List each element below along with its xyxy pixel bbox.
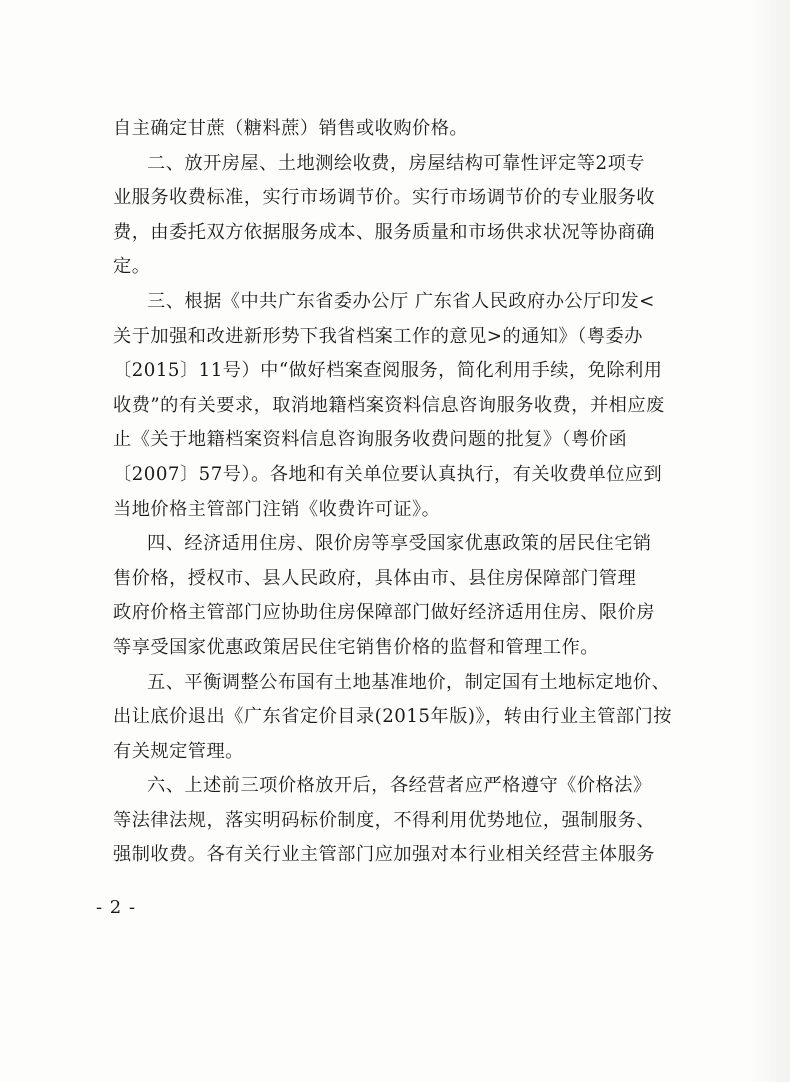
- body-line: 自主确定甘蔗（糖料蔗）销售或收购价格。: [113, 118, 469, 139]
- document-body: [113, 112, 673, 873]
- body-line: 等法律法规，落实明码标价制度，不得利用优势地位，强制服务、: [113, 809, 655, 831]
- body-line: 售价格，授权市、县人民政府，具体由市、县住房保障部门管理: [113, 567, 637, 589]
- body-line: 定。: [113, 256, 151, 278]
- body-line: 出让底价退出《广东省定价目录(2015年版)》，转由行业主管部门按: [113, 706, 672, 728]
- body-line: 六、上述前三项价格放开后，各经营者应严格遵守《价格法》: [147, 775, 652, 797]
- body-line: 〔2007〕57号）。各地和有关单位要认真执行，有关收费单位应到: [113, 463, 663, 485]
- body-line: 五、平衡调整公布国有土地基准地价，制定国有土地标定地价、: [147, 671, 671, 693]
- body-line: 二、放开房屋、土地测绘收费，房屋结构可靠性评定等2项专: [147, 152, 645, 174]
- body-line: 有关规定管理。: [113, 740, 244, 762]
- body-line: 四、经济适用住房、限价房等享受国家优惠政策的居民住宅销: [147, 533, 652, 555]
- body-line: 止《关于地籍档案资料信息咨询服务收费问题的批复》（粤价函: [113, 429, 628, 451]
- body-line: 强制收费。各有关行业主管部门应加强对本行业相关经营主体服务: [113, 844, 655, 866]
- body-line: 政府价格主管部门应协助住房保障部门做好经济适用住房、限价房: [113, 602, 655, 624]
- body-line: 收费”的有关要求，取消地籍档案资料信息咨询服务收费，并相应废: [113, 394, 665, 416]
- body-line: 等享受国家优惠政策居民住宅销售价格的监督和管理工作。: [113, 636, 599, 658]
- scan-edge-shadow: [750, 0, 790, 1082]
- body-line: 业服务收费标准，实行市场调节价。实行市场调节价的专业服务收: [113, 187, 655, 209]
- body-line: 三、根据《中共广东省委办公厅 广东省人民政府办公厅印发<: [147, 290, 655, 312]
- body-line: 〔2015〕11号）中“做好档案查阅服务，简化利用手续，免除利用: [113, 360, 663, 382]
- body-line: 当地价格主管部门注销《收费许可证》。: [113, 498, 441, 520]
- body-line: 费，由委托双方依据服务成本、服务质量和市场供求状况等协商确: [113, 221, 655, 243]
- page-number: - 2 -: [96, 897, 137, 918]
- body-line: 关于加强和改进新形势下我省档案工作的意见>的通知》（粤委办: [113, 325, 643, 347]
